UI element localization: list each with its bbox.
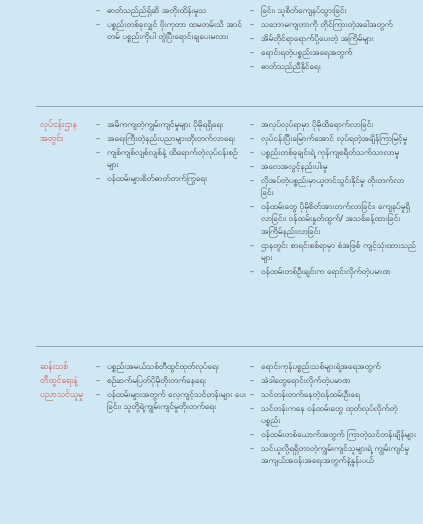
list-item: – ခြင်း၊ သူစိတ်ကျေနပ်သွားခြင်း <box>248 4 416 16</box>
list-item: – သင်တန်းကနေ ဝန်ထမ်းတွေ ထုတ်လုပ်လိုက်တဲ့ပစ္စည်း <box>248 402 416 427</box>
measures-column <box>248 118 416 279</box>
list-item: – ပစ္စည်းအမယ်သစ်တီထွင်ထုတ်လုပ်ရေး <box>94 360 246 372</box>
section-heading: လုပ်ငန်းဌာန အတွင်း <box>40 120 78 144</box>
list-item: – ရောင်းကုန်ပစ္စည်းသစ်များရဲ့အရေအတွက် <box>248 360 416 372</box>
list-item: – စဉ်ဆက်မပြတ်ပိုမိုတိုးတက်နေရေး <box>94 374 246 386</box>
objectives-column <box>94 4 246 44</box>
list-item: – ဓာတ်သည်ည်ရှ်ဆိ အတိုးထိန်းမှုသ <box>94 4 246 16</box>
list-item: – သင်တန်းတက်နေတဲ့ဝန်ထမ်းဦးရေ <box>248 388 416 400</box>
list-item: – ဝန်ထမ်းတစ်ယောက်အတွက် ကြာတဲ့သင်တန်းချိန်များ <box>248 428 416 440</box>
list-item: – အလုပ်လုပ်ရာမှာ ပိုမိုထိရောက်လာခြင်း <box>248 118 416 130</box>
list-item: – အမိကကျတဲ့ကျွမ်းကျင်မှုများ ပိုမိုရရှိရေး <box>94 118 246 130</box>
list-item: – ဝန်ထမ်းများအတွက် လေ့ကျင့်သင်တန်းများ ပေးခြင်း၊ သူတို့ရဲ့ကျွမ်းကျင်မှုတိုးတက်ရေး <box>94 388 246 413</box>
objectives-column <box>94 118 246 186</box>
objectives-column <box>94 360 246 414</box>
list-item: – သဘောမကျတာကို တိုင်ကြားတဲ့အခါအတွက် <box>248 18 416 30</box>
list-item: – ဓာတ်သည်ညီနိုင်ရေး <box>248 60 416 72</box>
list-item: – ဝန်ထမ်းများစိတ်ဓာတ်တက်ကြွရေး <box>94 172 246 184</box>
list-item: – ဌာနတွင်း စာရင်းစစ်ရာမှာ စံအဖြစ် ကျင့်သုံးထားသည်များ <box>248 239 416 264</box>
measures-column <box>248 360 416 468</box>
list-item: – ကျစ်ကျစ်လျစ်လျစ်နဲ့ ထိရောက်တဲ့လုပ်ငန်းစဉ်များ <box>94 146 246 171</box>
section-divider <box>36 106 423 107</box>
section-heading: ဆန်းသစ် တီထွင်ရေးနဲ့ ပညာသင်ယူမှု <box>40 362 84 400</box>
list-item: – လုပ်ငန်းပြီးမြောက်အောင် လုပ်ရတဲ့အချိန်ကြာမြင့်မှု <box>248 132 416 144</box>
section-divider <box>36 346 423 347</box>
list-item: – ပစ္စည်းတစ်ခုလျှင် ဗိုးကုတာ ထမတမ်းသိ အာင်တမ် ပစ္စည်းကိုပါ တွဲပြီးရောင်းချပေးမလား <box>94 18 246 43</box>
list-item: – သင်ယူလို့ရရှိတာတဲ့ကျွမ်းကျင်သူများရဲ့ ကျွမ်းကျင်မှုအကျယ်အဝန်းအရေးအတွက်နဲ့နှုန်းပယ် <box>248 442 416 467</box>
list-item: – အလေအလွင့်နည်းပါးမှု <box>248 160 416 172</box>
list-item: – အိမ်တိုင်ရာရောက်ပို့ပေးတဲ့ အကြိမ်များ <box>248 32 416 44</box>
list-item: – လိုအပ်တဲ့ပစ္စည်းမှာယူတင်သွင်းနိုင်မှု တိုးတက်လာခြင်း <box>248 174 416 199</box>
list-item: – အရေးကြီးတဲ့နည်းပညာများတိုးတက်လာရေး <box>94 132 246 144</box>
list-item: – ဝန်ထမ်းတွေ ပိုမိုစိတ်အားတက်လာခြင်း၊ ကျေနပ်မှုရှိလာခြင်း၊ ဝန်ထမ်းနှုတ်ထွက်/ အသစ်ခန့်ထားခြင်း အကြိမ်နည်းလာခြင်း <box>248 200 416 237</box>
list-item: – ဝန်ထမ်းတစ်ဦးချင်းက ရောင်းလိုက်တဲ့ပမာဏ <box>248 265 416 277</box>
list-item: – အဲဒါတွေရောင်းလိုက်တဲ့ပမာဏ <box>248 374 416 386</box>
list-item: – ပစ္စည်းတစ်ခုချင်းရဲ့ ကုန်ကျစရိတ်သက်သာလာမှု <box>248 146 416 158</box>
list-item: – ရောင်းရတဲ့ပစ္စည်းအရေအတွက် <box>248 46 416 58</box>
measures-column <box>248 4 416 74</box>
